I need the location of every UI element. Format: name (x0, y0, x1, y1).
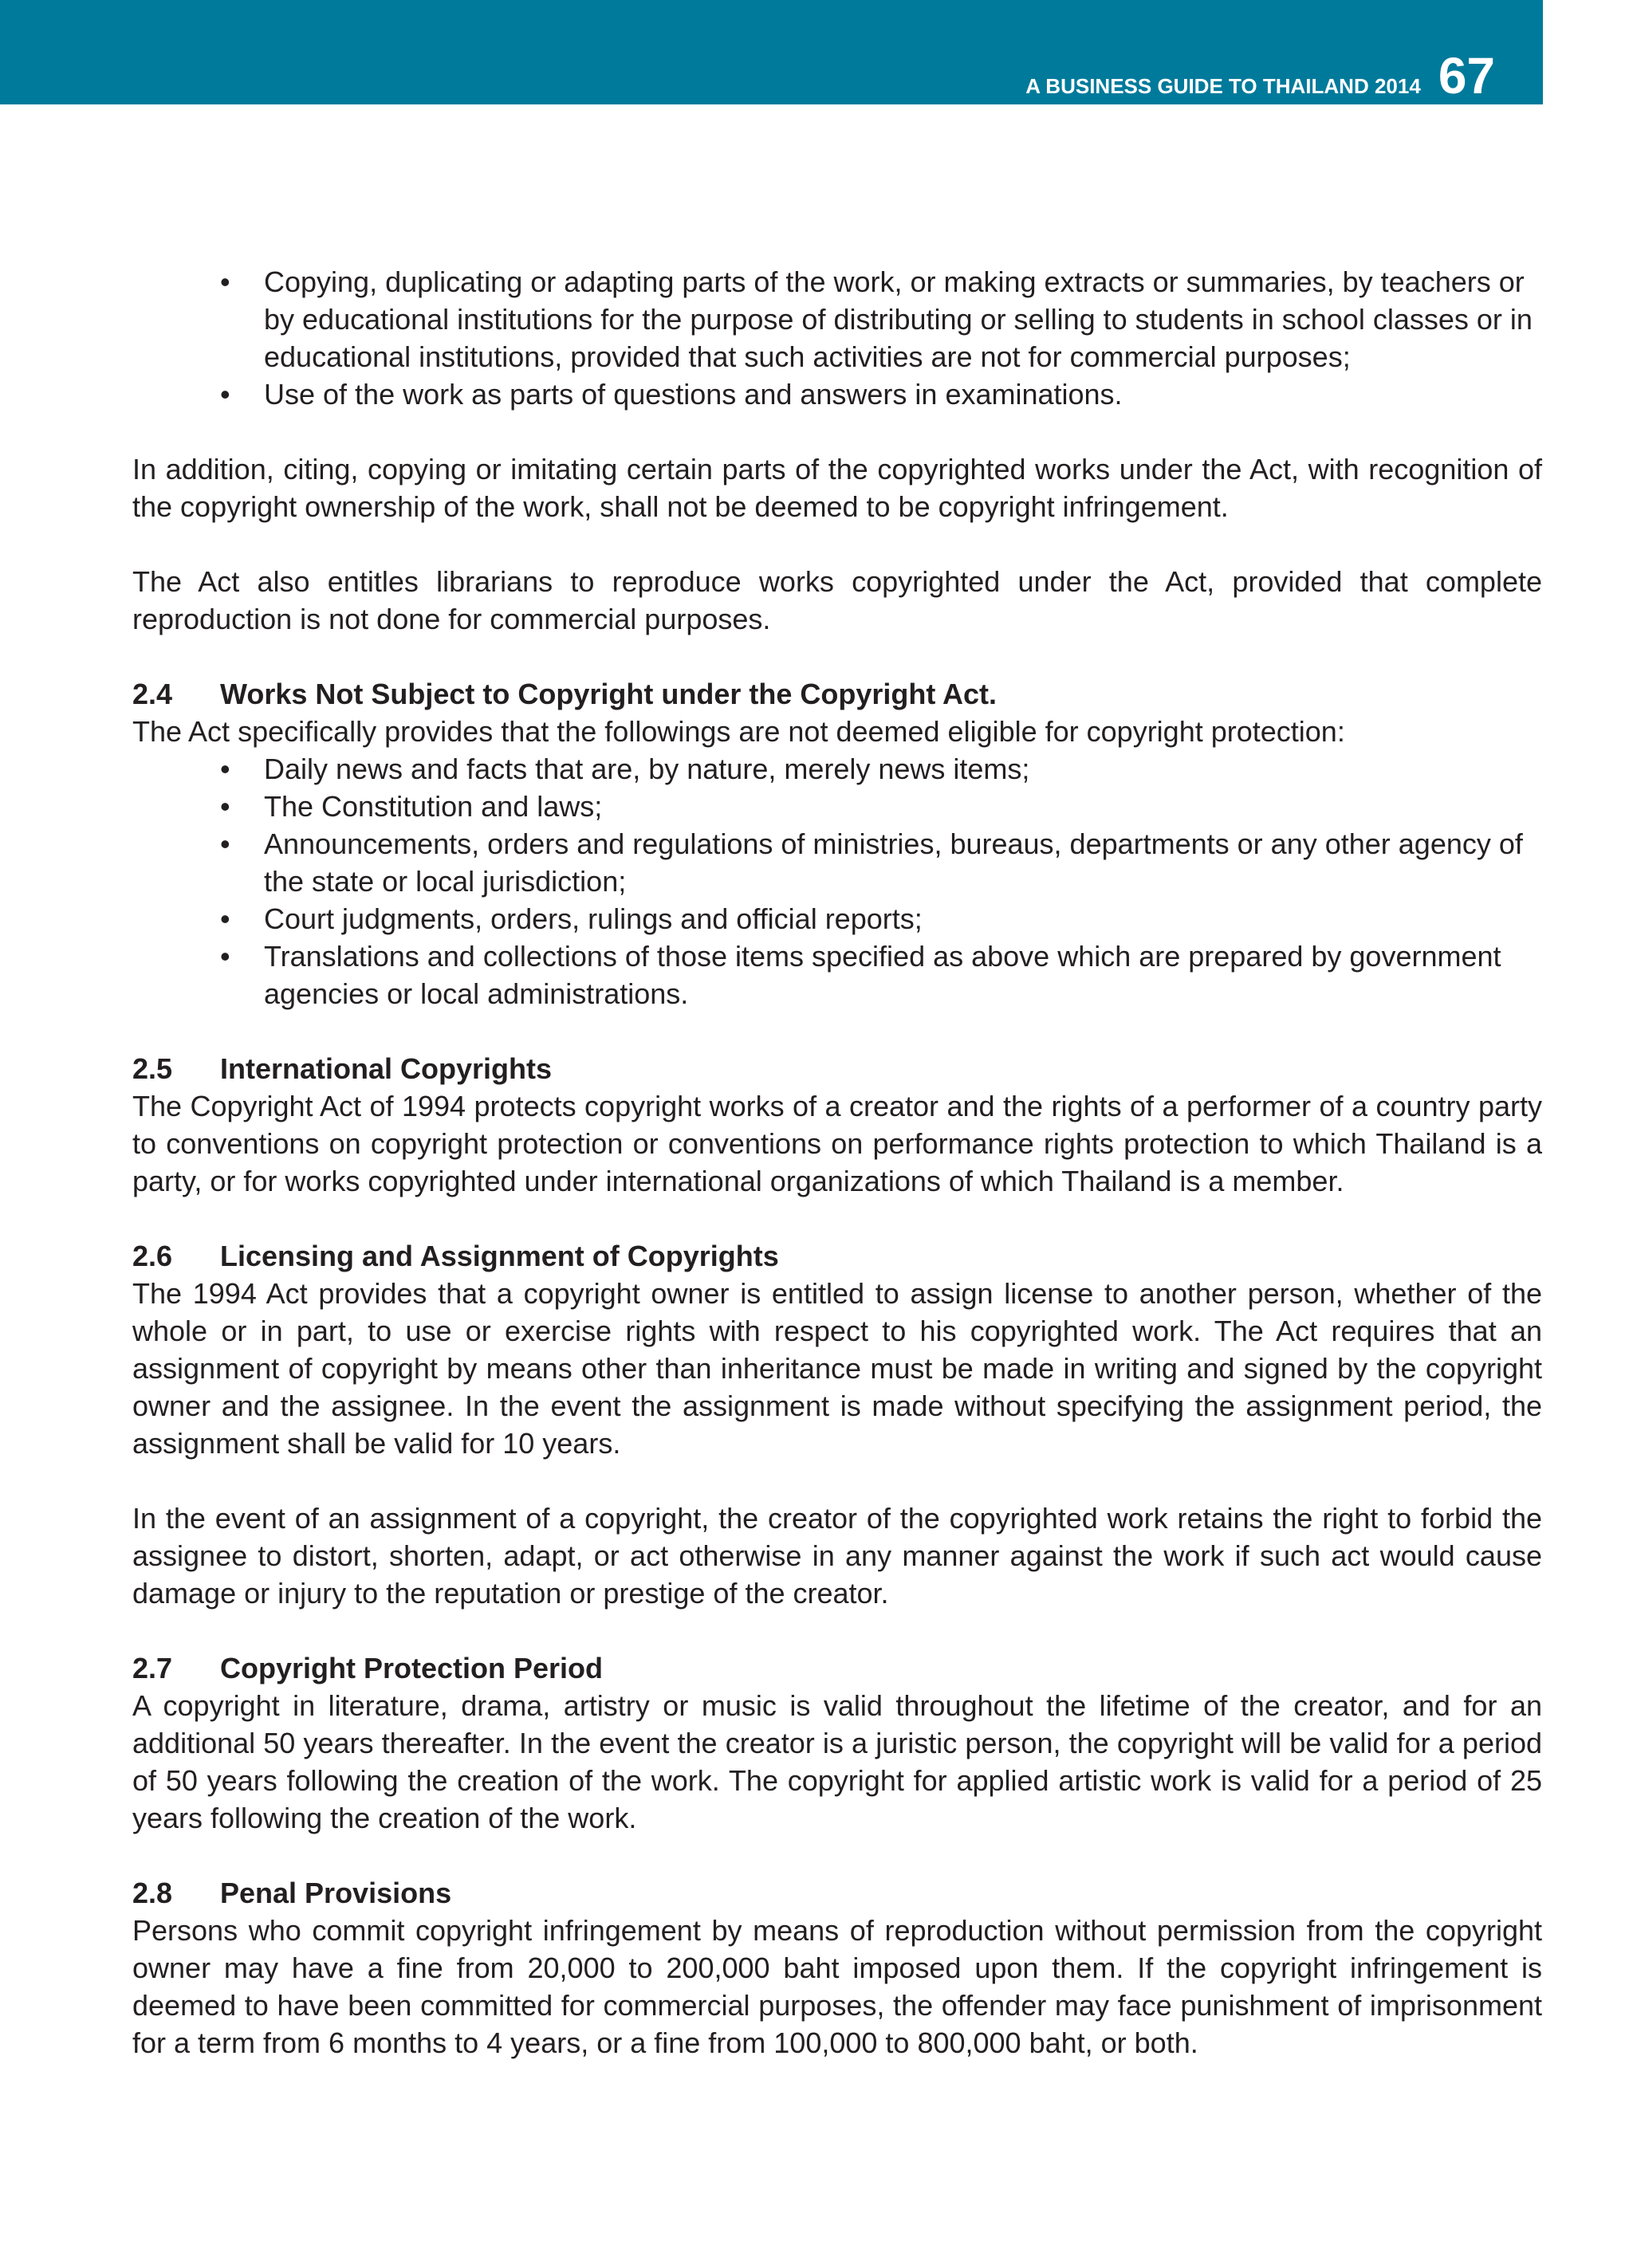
section-title: Works Not Subject to Copyright under the Copyright Act. (220, 678, 998, 710)
section-title: Copyright Protection Period (220, 1652, 604, 1684)
section-body-2: In the event of an assignment of a copyright, the creator of the copyrighted work retains the right to forbid the assignee to distort, shorten, adapt, or act otherwise in any manner against the work if such act would cause damage or injury to the reputation or prestige of the creator. (132, 1502, 1542, 1610)
section-intro: The Act specifically provides that the followings are not deemed eligible for copyright protection: (132, 715, 1345, 748)
section-body: The 1994 Act provides that a copyright owner is entitled to assign license to another person, whether of the whole or in part, to use or exercise rights with respect to his copyrighted work. The Act requires that an assignment of copyright by means other than inheritance must be made in writing and signed by the copyright owner and the assignee. In the event the assignment is made without specifying the assignment period, the assignment shall be valid for 10 years. (132, 1277, 1542, 1460)
section-heading (132, 1874, 1542, 1912)
page-number: 67 (1438, 47, 1495, 104)
section-number: 2.7 (132, 1652, 173, 1684)
paragraph-librarians: The Act also entitles librarians to reproduce works copyrighted under the Act, provided that complete reproduction is not done for commercial purposes. (132, 565, 1542, 635)
section-2-6 (132, 1237, 1542, 1612)
list-item: • Translations and collections of those items specified as above which are prepared by government agencies or local administrations. (132, 937, 1542, 1012)
bullet-icon: • (220, 753, 230, 785)
bullet-icon: • (220, 940, 230, 973)
list-item: • Use of the work as parts of questions and answers in examinations. (132, 375, 1542, 413)
section-title: Licensing and Assignment of Copyrights (220, 1240, 779, 1272)
publication-title: A BUSINESS GUIDE TO THAILAND 2014 (1025, 74, 1421, 98)
intro-bullet-list (132, 263, 1542, 413)
bullet-icon: • (220, 902, 230, 935)
list-item: • Announcements, orders and regulations of ministries, bureaus, departments or any other agency of the state or local jurisdiction; (132, 825, 1542, 900)
bullet-icon: • (220, 265, 230, 298)
section-number: 2.5 (132, 1052, 173, 1085)
bullet-icon: • (220, 790, 230, 823)
bullet-icon: • (220, 378, 230, 411)
page-content (132, 263, 1542, 2099)
section-number: 2.8 (132, 1877, 173, 1909)
section-2-8 (132, 1874, 1542, 2062)
list-item: • Court judgments, orders, rulings and official reports; (132, 900, 1542, 937)
section-body: The Copyright Act of 1994 protects copyright works of a creator and the rights of a performer of a country party to conventions on copyright protection or conventions on performance rights protection to which Thailand is a party, or for works copyrighted under international organizations of which Thailand is a member. (132, 1090, 1542, 1197)
section-number: 2.4 (132, 678, 173, 710)
header-content (1025, 47, 1495, 104)
section-heading (132, 1237, 1542, 1275)
section-2-5 (132, 1050, 1542, 1200)
section-number: 2.6 (132, 1240, 173, 1272)
section-heading (132, 675, 1542, 713)
section-heading (132, 1050, 1542, 1087)
paragraph-citing: In addition, citing, copying or imitating certain parts of the copyrighted works under the Act, with recognition of the copyright ownership of the work, shall not be deemed to be copyright infringement. (132, 453, 1542, 523)
section-title: Penal Provisions (220, 1877, 452, 1909)
list-item: • Daily news and facts that are, by nature, merely news items; (132, 750, 1542, 788)
section-title: International Copyrights (220, 1052, 553, 1085)
header-bar (0, 0, 1543, 104)
bullet-icon: • (220, 827, 230, 860)
section-2-4 (132, 675, 1542, 1012)
list-item: • The Constitution and laws; (132, 788, 1542, 825)
section-heading (132, 1649, 1542, 1687)
section-2-7 (132, 1649, 1542, 1837)
list-item: • Copying, duplicating or adapting parts of the work, or making extracts or summaries, by teachers or by educational institutions for the purpose of distributing or selling to students in school classes or in educational institutions, provided that such activities are not for commercial purposes; (132, 263, 1542, 375)
section-body: Persons who commit copyright infringement by means of reproduction without permission from the copyright owner may have a fine from 20,000 to 200,000 baht imposed upon them. If the copyright infringement is deemed to have been committed for commercial purposes, the offender may face punishment of imprisonment for a term from 6 months to 4 years, or a fine from 100,000 to 800,000 baht, or both. (132, 1914, 1542, 2059)
section-body: A copyright in literature, drama, artistry or music is valid throughout the lifetime of the creator, and for an additional 50 years thereafter. In the event the creator is a juristic person, the copyright will be valid for a period of 50 years following the creation of the work. The copyright for applied artistic work is valid for a period of 25 years following the creation of the work. (132, 1689, 1542, 1834)
bullet-list (132, 750, 1542, 1012)
